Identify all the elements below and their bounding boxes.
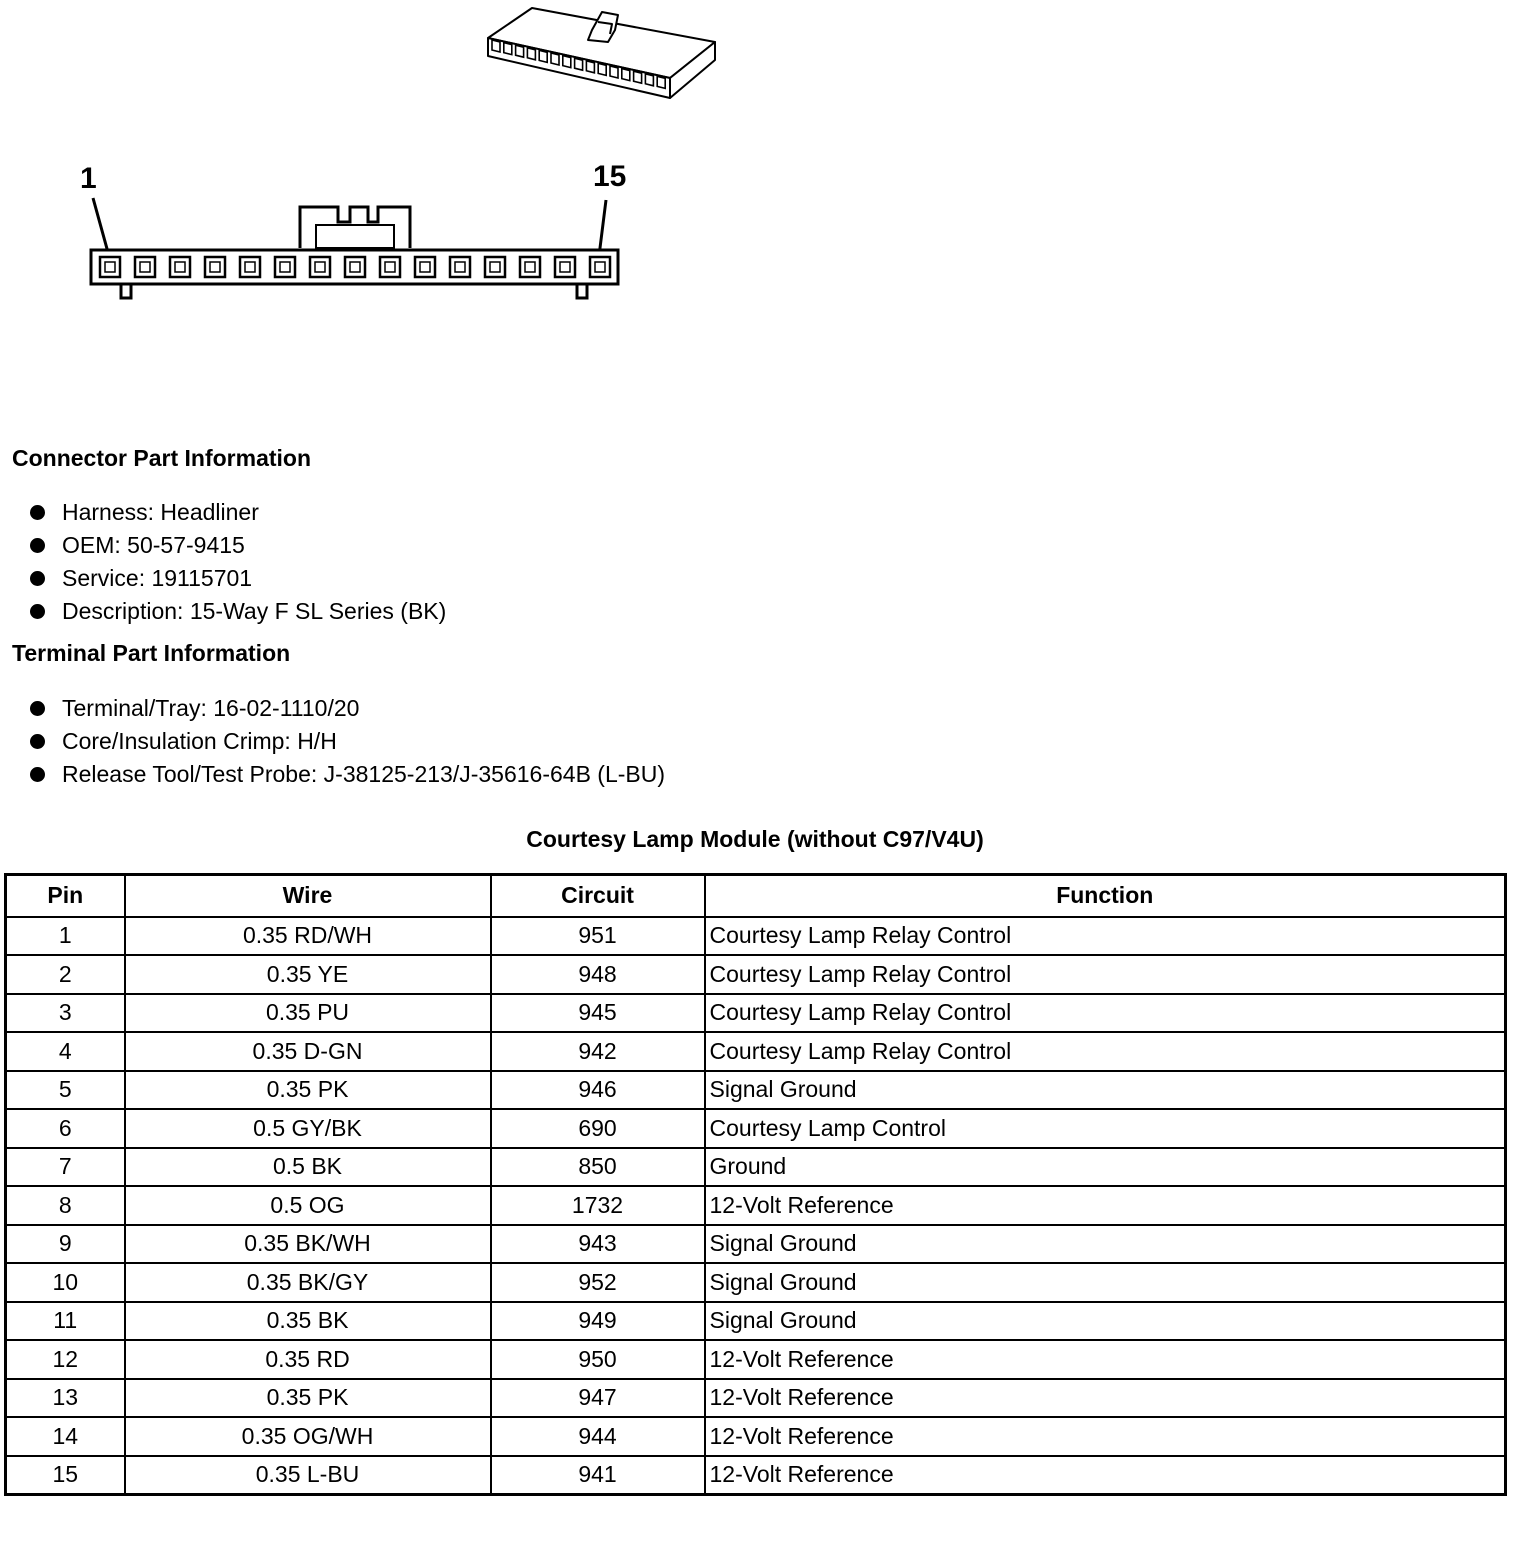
cell-circuit: 949 <box>491 1302 705 1341</box>
cell-function: 12-Volt Reference <box>705 1417 1506 1456</box>
cell-function: Signal Ground <box>705 1225 1506 1264</box>
bullet-icon <box>30 604 45 619</box>
pin-1-label: 1 <box>80 162 97 195</box>
cell-pin: 6 <box>6 1109 125 1148</box>
iso-pin-cavity <box>492 40 500 52</box>
table-row <box>6 1071 1506 1110</box>
cell-pin: 13 <box>6 1379 125 1418</box>
cell-circuit: 1732 <box>491 1186 705 1225</box>
cell-wire: 0.35 D-GN <box>125 1032 491 1071</box>
table-row <box>6 1186 1506 1225</box>
cell-circuit: 945 <box>491 994 705 1033</box>
pin-15-label: 15 <box>593 160 627 193</box>
iso-pin-cavity <box>598 63 606 75</box>
cell-circuit: 850 <box>491 1148 705 1187</box>
list-item: Release Tool/Test Probe: J-38125-213/J-35616-64B (L-BU) <box>26 758 665 791</box>
cell-circuit: 946 <box>491 1071 705 1110</box>
terminal-part-info-list <box>26 692 665 791</box>
connector-face-view <box>70 158 640 308</box>
table-row <box>6 994 1506 1033</box>
iso-pin-cavity <box>622 69 630 81</box>
cell-circuit: 952 <box>491 1263 705 1302</box>
cell-function: Courtesy Lamp Relay Control <box>705 955 1506 994</box>
cell-wire: 0.35 PK <box>125 1071 491 1110</box>
cell-circuit: 951 <box>491 917 705 956</box>
cell-wire: 0.35 RD <box>125 1340 491 1379</box>
cell-wire: 0.5 GY/BK <box>125 1109 491 1148</box>
iso-pin-cavity <box>539 50 547 62</box>
iso-pin-cavity <box>527 48 535 60</box>
table-row <box>6 1109 1506 1148</box>
connector-part-info-list <box>26 496 446 628</box>
cell-wire: 0.35 OG/WH <box>125 1417 491 1456</box>
cell-pin: 1 <box>6 917 125 956</box>
pinout-table <box>4 873 1507 1496</box>
cell-function: Courtesy Lamp Relay Control <box>705 917 1506 956</box>
cell-function: 12-Volt Reference <box>705 1186 1506 1225</box>
cell-wire: 0.35 PK <box>125 1379 491 1418</box>
cell-function: 12-Volt Reference <box>705 1340 1506 1379</box>
table-header-row <box>6 875 1506 917</box>
iso-pin-cavity <box>586 61 594 73</box>
cell-wire: 0.35 RD/WH <box>125 917 491 956</box>
list-item: Description: 15-Way F SL Series (BK) <box>26 595 446 628</box>
iso-pin-cavity <box>634 71 642 83</box>
table-row <box>6 1340 1506 1379</box>
cell-circuit: 942 <box>491 1032 705 1071</box>
cell-function: Courtesy Lamp Control <box>705 1109 1506 1148</box>
cell-pin: 8 <box>6 1186 125 1225</box>
table-row <box>6 917 1506 956</box>
cell-wire: 0.35 BK/GY <box>125 1263 491 1302</box>
list-item: OEM: 50-57-9415 <box>26 529 446 562</box>
column-header-circuit: Circuit <box>491 875 705 917</box>
cell-wire: 0.5 OG <box>125 1186 491 1225</box>
bullet-icon <box>30 701 45 716</box>
iso-pin-cavity <box>516 45 524 57</box>
cell-function: Signal Ground <box>705 1302 1506 1341</box>
list-item: Service: 19115701 <box>26 562 446 595</box>
table-row <box>6 1379 1506 1418</box>
cell-circuit: 941 <box>491 1456 705 1495</box>
cell-function: Courtesy Lamp Relay Control <box>705 1032 1506 1071</box>
bullet-icon <box>30 571 45 586</box>
cell-circuit: 950 <box>491 1340 705 1379</box>
connector-part-info-heading: Connector Part Information <box>12 445 312 471</box>
list-item: Terminal/Tray: 16-02-1110/20 <box>26 692 665 725</box>
cell-wire: 0.35 BK <box>125 1302 491 1341</box>
cell-pin: 5 <box>6 1071 125 1110</box>
table-row <box>6 955 1506 994</box>
table-row <box>6 1302 1506 1341</box>
cell-pin: 14 <box>6 1417 125 1456</box>
table-row <box>6 1456 1506 1495</box>
table-row <box>6 1417 1506 1456</box>
cell-pin: 9 <box>6 1225 125 1264</box>
cell-function: Signal Ground <box>705 1263 1506 1302</box>
table-row <box>6 1032 1506 1071</box>
cell-pin: 4 <box>6 1032 125 1071</box>
column-header-pin: Pin <box>6 875 125 917</box>
bullet-icon <box>30 734 45 749</box>
list-item: Harness: Headliner <box>26 496 446 529</box>
cell-wire: 0.5 BK <box>125 1148 491 1187</box>
cell-circuit: 948 <box>491 955 705 994</box>
column-header-function: Function <box>705 875 1506 917</box>
cell-pin: 2 <box>6 955 125 994</box>
connector-isometric-illustration <box>480 0 725 112</box>
table-row <box>6 1148 1506 1187</box>
terminal-part-info-heading: Terminal Part Information <box>12 640 291 666</box>
table-row <box>6 1263 1506 1302</box>
cell-function: Courtesy Lamp Relay Control <box>705 994 1506 1033</box>
cell-function: 12-Volt Reference <box>705 1456 1506 1495</box>
column-header-wire: Wire <box>125 875 491 917</box>
cell-circuit: 690 <box>491 1109 705 1148</box>
iso-pin-cavity <box>645 74 653 86</box>
cell-pin: 15 <box>6 1456 125 1495</box>
iso-pin-cavity <box>610 66 618 78</box>
cell-wire: 0.35 PU <box>125 994 491 1033</box>
cell-wire: 0.35 L-BU <box>125 1456 491 1495</box>
cell-wire: 0.35 BK/WH <box>125 1225 491 1264</box>
cell-function: 12-Volt Reference <box>705 1379 1506 1418</box>
iso-pin-cavity <box>504 43 512 55</box>
bullet-icon <box>30 538 45 553</box>
bullet-icon <box>30 767 45 782</box>
table-title: Courtesy Lamp Module (without C97/V4U) <box>526 826 984 852</box>
bullet-icon <box>30 505 45 520</box>
cell-pin: 7 <box>6 1148 125 1187</box>
iso-pin-cavity <box>575 58 583 70</box>
cell-circuit: 947 <box>491 1379 705 1418</box>
cell-wire: 0.35 YE <box>125 955 491 994</box>
iso-pin-cavity <box>551 53 559 65</box>
cell-pin: 12 <box>6 1340 125 1379</box>
cell-circuit: 944 <box>491 1417 705 1456</box>
cell-function: Ground <box>705 1148 1506 1187</box>
cell-function: Signal Ground <box>705 1071 1506 1110</box>
table-row <box>6 1225 1506 1264</box>
list-item: Core/Insulation Crimp: H/H <box>26 725 665 758</box>
iso-pin-cavity <box>563 56 571 68</box>
cell-circuit: 943 <box>491 1225 705 1264</box>
iso-pin-cavity <box>657 76 665 88</box>
cell-pin: 11 <box>6 1302 125 1341</box>
cell-pin: 3 <box>6 994 125 1033</box>
cell-pin: 10 <box>6 1263 125 1302</box>
